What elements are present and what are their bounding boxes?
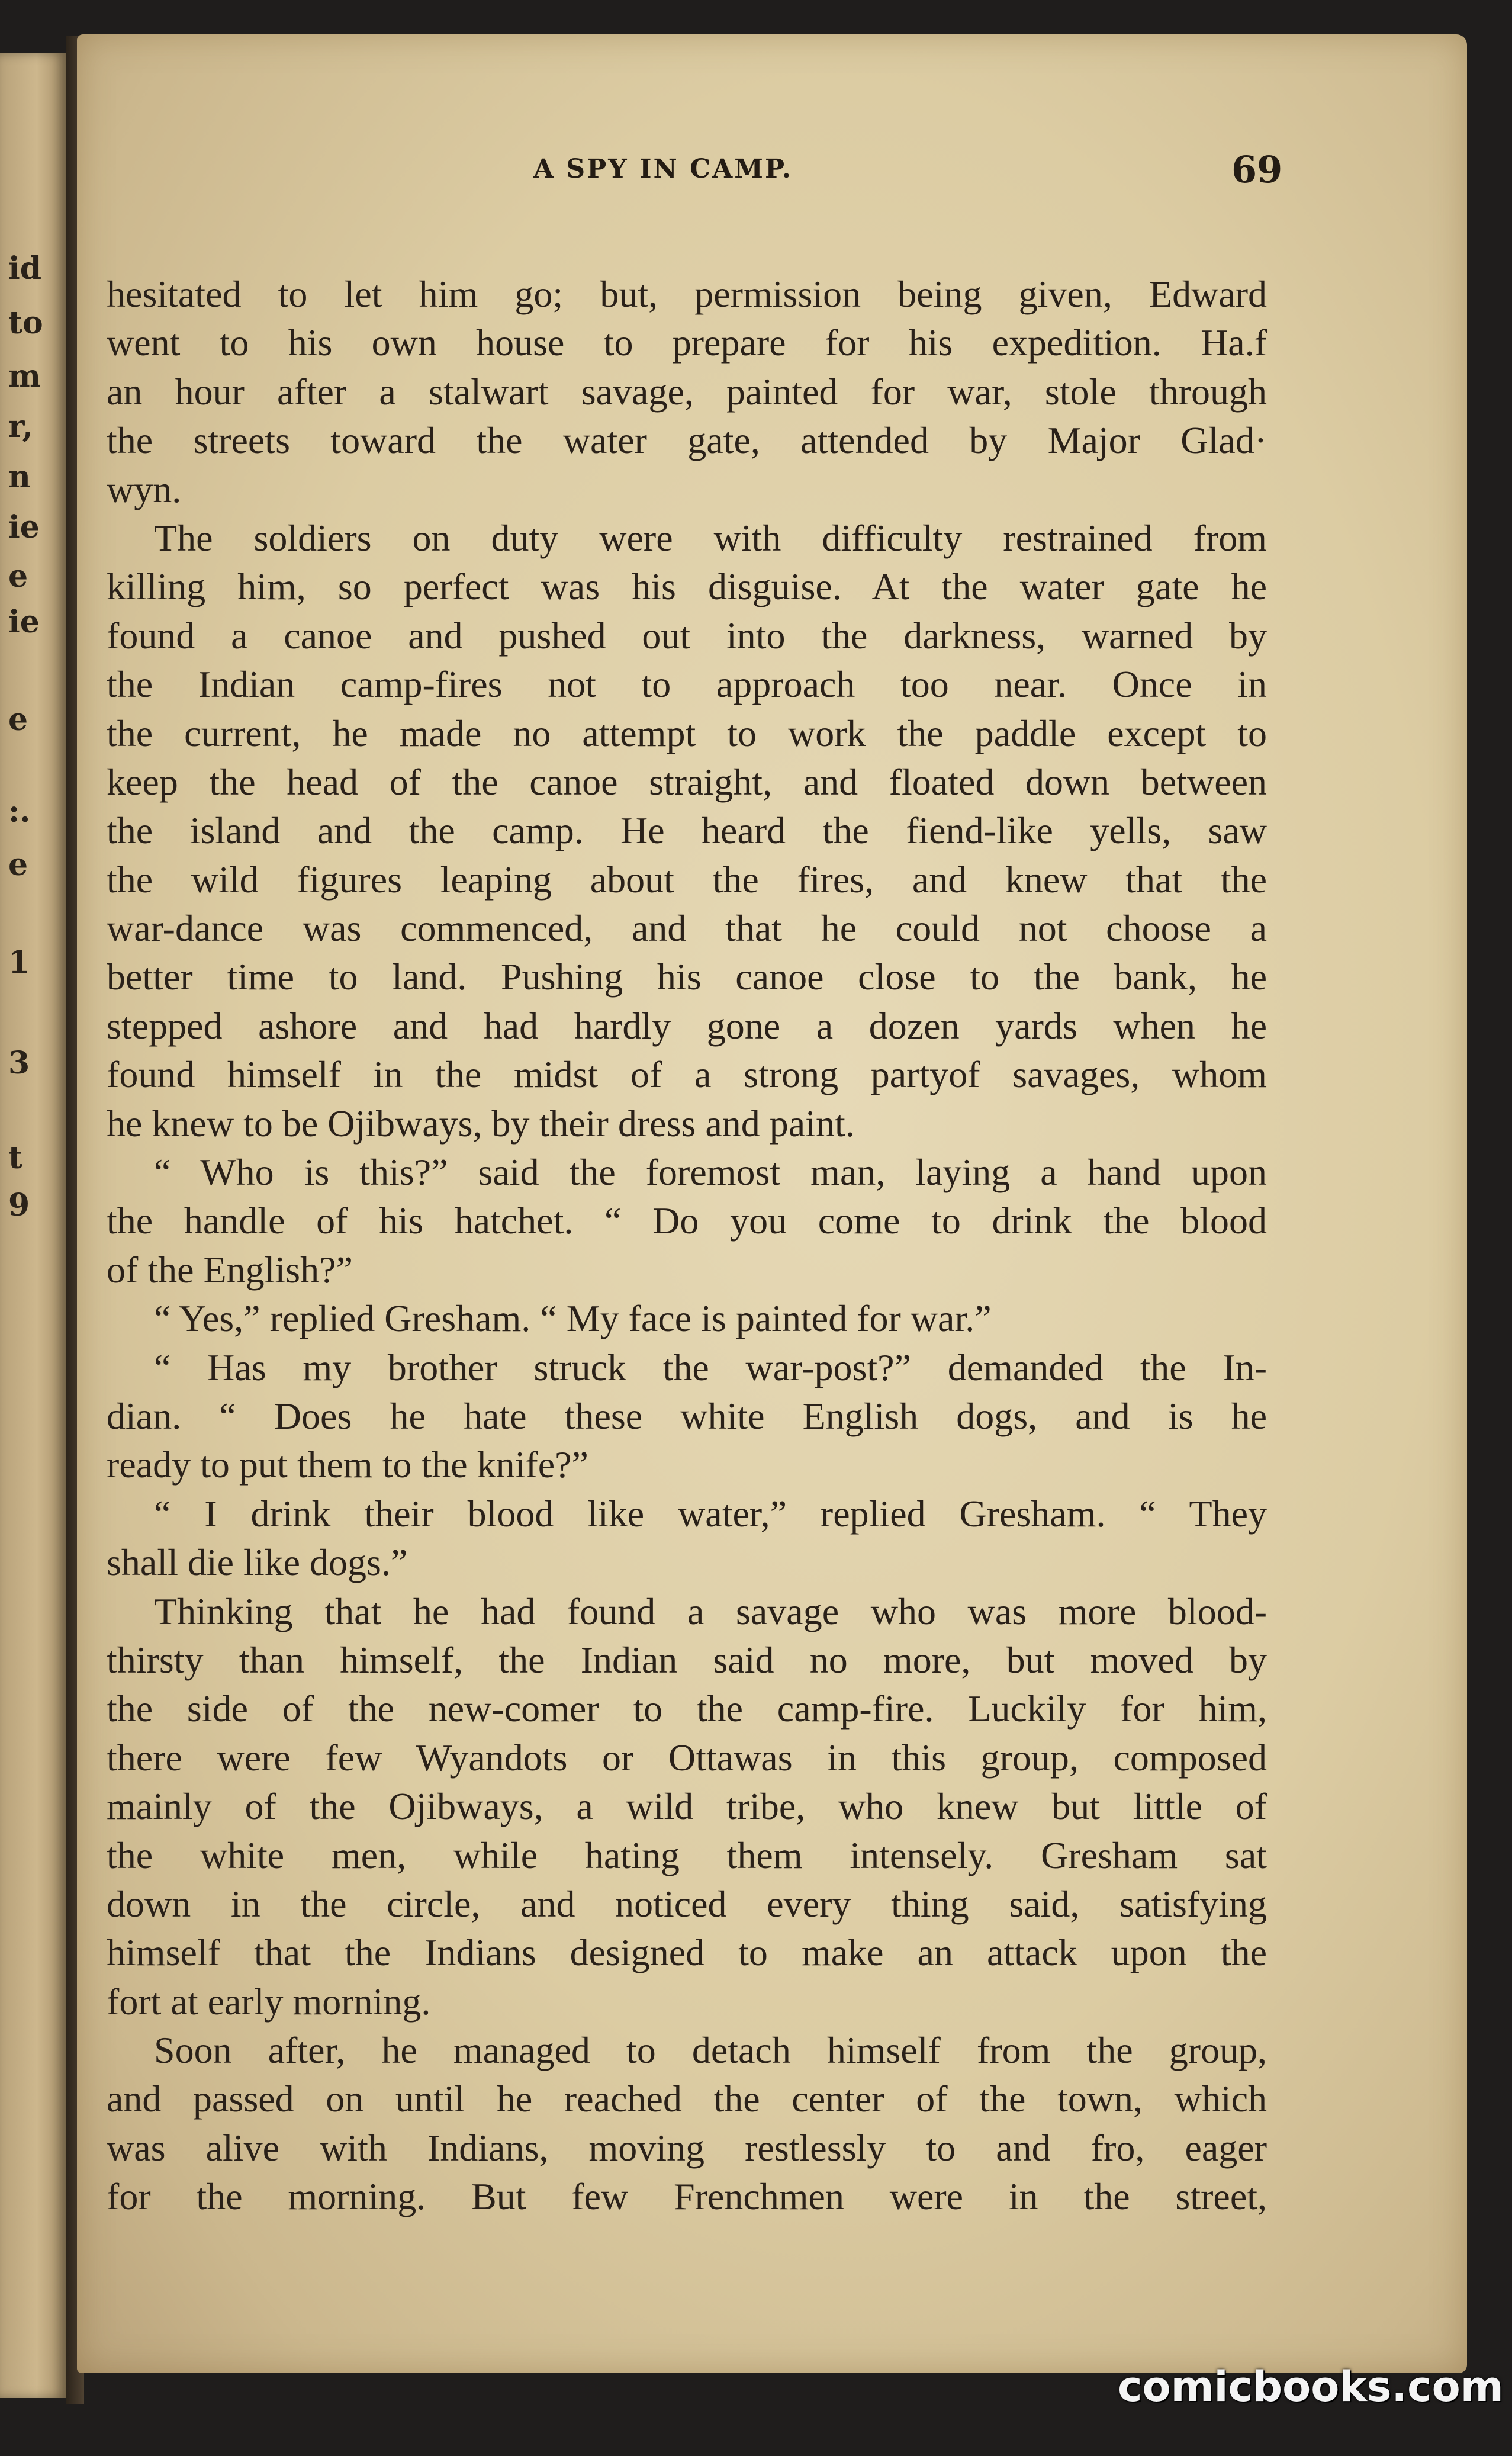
facing-page-fragment: m [8,358,41,394]
text-line: found a canoe and pushed out into the darkness, warned by [107,614,1267,657]
text-line: down in the circle, and noticed every thing said, satisfying [107,1882,1267,1925]
facing-page-fragment: n [8,459,31,495]
text-line: the current, he made no attempt to work the paddle except to [107,712,1267,754]
text-line: “ Yes,” replied Gresham. “ My face is painted for war.” [154,1297,992,1340]
body-text [107,270,1267,2222]
facing-page-fragment: e [8,558,28,594]
running-head [107,148,1350,201]
text-line: found himself in the midst of a strong partyof savages, whom [107,1053,1267,1096]
text-line: Thinking that he had found a savage who was more blood- [154,1590,1267,1632]
book-page [77,34,1467,2373]
text-line: the streets toward the water gate, attended by Major Glad· [107,419,1267,462]
facing-page-fragment: ie [8,509,40,545]
text-line: wyn. [107,468,182,510]
facing-page-fragment: 9 [8,1187,30,1223]
text-line: and passed on until he reached the center of the town, which [107,2078,1267,2120]
text-line: for the morning. But few Frenchmen were in the street, [107,2175,1267,2218]
text-line: “ I drink their blood like water,” replied Gresham. “ They [154,1492,1267,1535]
text-line: the handle of his hatchet. “ Do you come to drink the blood [107,1200,1267,1242]
text-line: the side of the new-comer to the camp-fire. Luckily for him, [107,1687,1267,1730]
facing-page-fragment: 3 [8,1045,30,1081]
facing-page-edge [0,53,66,2398]
text-line: the wild figures leaping about the fires, and knew that the [107,858,1267,901]
text-line: “ Who is this?” said the foremost man, laying a hand upon [154,1151,1267,1194]
text-line: the white men, while hating them intensely. Gresham sat [107,1834,1267,1876]
text-line: mainly of the Ojibways, a wild tribe, who knew but little of [107,1785,1267,1828]
facing-page-fragment: e [8,702,28,738]
text-line: an hour after a stalwart savage, painted for war, stole through [107,370,1267,413]
text-line: was alive with Indians, moving restlessly to and fro, eager [107,2126,1267,2169]
text-line: the Indian camp-fires not to approach too near. Once in [107,663,1267,706]
text-line: killing him, so perfect was his disguise. At the water gate he [107,565,1267,608]
facing-page-fragment: 1 [8,944,30,981]
text-line: fort at early morning. [107,1980,431,2023]
text-line: stepped ashore and had hardly gone a dozen yards when he [107,1004,1267,1047]
facing-page-fragment: :. [8,793,31,830]
text-line: hesitated to let him go; but, permission being given, Edward [107,273,1267,315]
facing-page-fragment: r, [8,409,33,445]
text-line: of the English?” [107,1248,353,1291]
text-line: The soldiers on duty were with difficulty restrained from [154,516,1267,559]
facing-page-fragment: e [8,847,28,883]
text-line: ready to put them to the knife?” [107,1444,588,1486]
text-line: keep the head of the canoe straight, and floated down between [107,760,1267,803]
text-line: himself that the Indians designed to make an attack upon the [107,1931,1267,1974]
text-line: thirsty than himself, the Indian said no more, but moved by [107,1638,1267,1681]
text-line: Soon after, he managed to detach himself from the group, [154,2029,1267,2072]
text-line: there were few Wyandots or Ottawas in this group, composed [107,1736,1267,1779]
facing-page-fragment: t [8,1140,23,1176]
text-line: war-dance was commenced, and that he could not choose a [107,907,1267,950]
page-number: 69 [1231,148,1283,191]
text-line: “ Has my brother struck the war-post?” demanded the In- [154,1346,1267,1388]
text-line: he knew to be Ojibways, by their dress and paint. [107,1102,855,1145]
text-line: shall die like dogs.” [107,1541,408,1584]
text-line: dian. “ Does he hate these white English dogs, and is he [107,1394,1267,1437]
running-head-title: A SPY IN CAMP. [533,154,793,184]
facing-page-fragment: id [8,250,42,287]
watermark: comicbooks.com [1118,2362,1504,2411]
text-line: went to his own house to prepare for his expedition. Ha.f [107,322,1267,364]
text-line: the island and the camp. He heard the fiend-like yells, saw [107,809,1267,852]
facing-page-fragment: ie [8,604,40,640]
text-line: better time to land. Pushing his canoe close to the bank, he [107,956,1267,998]
facing-page-fragment: to [8,305,43,341]
